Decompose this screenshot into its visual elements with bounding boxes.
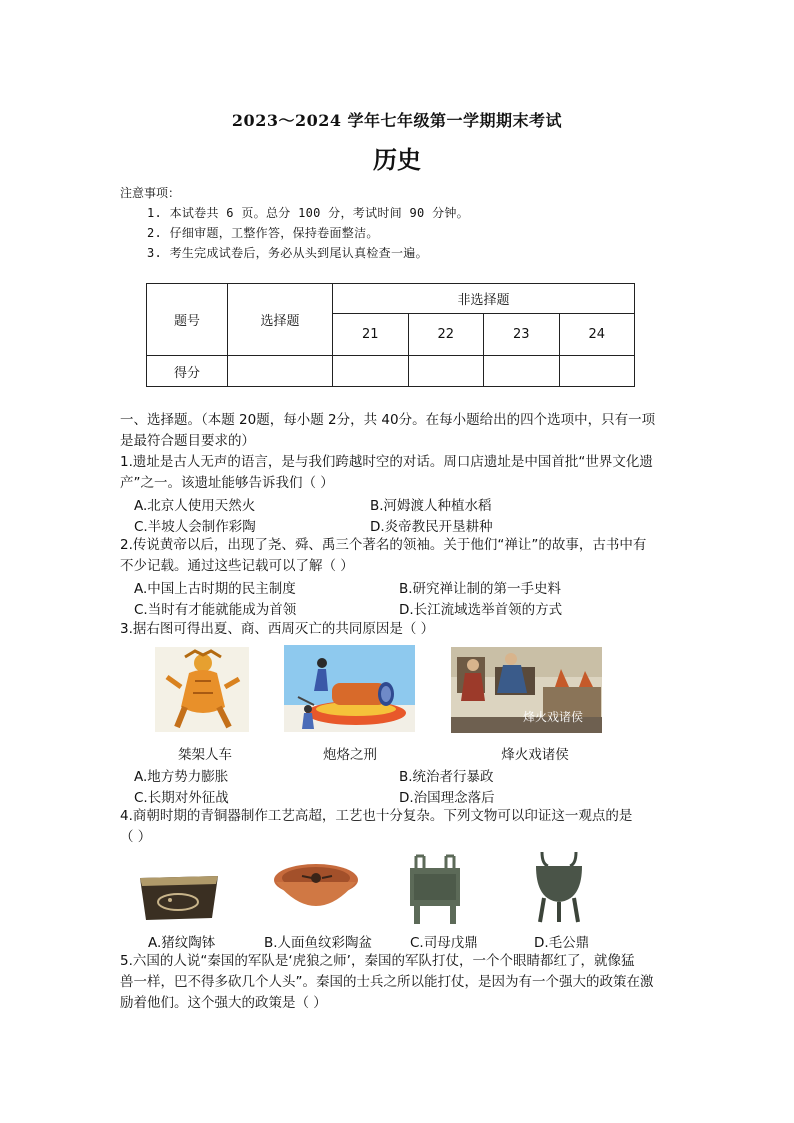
score-table-header-choice: 选择题 [228,284,333,356]
paoluo-punishment-image [284,645,415,732]
question-3-option-d[interactable]: D.治国理念落后 [399,790,495,806]
question-2-option-a[interactable]: A.中国上古时期的民主制度 [134,581,296,597]
notice-item-2: 2. 仔细审题，工整作答，保持卷面整洁。 [147,226,379,240]
question-3-option-b[interactable]: B.统治者行暴政 [399,769,494,785]
question-3-option-c[interactable]: C.长期对外征战 [134,790,229,806]
fish-face-basin-image [272,860,360,920]
beacon-fire-overlay-text: 烽火戏诸侯 [523,710,584,724]
question-5-line2: 兽一样，巴不得多砍几个人头”。秦国的士兵之所以能打仗，是因为有一个强大的政策在激 [120,974,654,990]
pig-pattern-bowl-image [136,868,222,924]
question-4-option-c[interactable]: C.司母戊鼎 [410,935,478,951]
question-4-line2: （ ） [120,829,152,845]
section-heading [120,410,680,452]
notice-heading: 注意事项： [120,186,181,200]
question-4-line1: 4.商朝时期的青铜器制作工艺高超，工艺也十分复杂。下列文物可以印证这一观点的是 [120,808,633,824]
notice-item-3: 3. 考生完成试卷后，务必从头到尾认真检查一遍。 [147,246,428,260]
question-1-option-b[interactable]: B.河姆渡人种植水稻 [370,498,492,514]
section-heading-line2: 是最符合题目要求的） [120,433,255,449]
score-table-q22: 22 [408,314,484,356]
score-table [146,283,635,387]
question-2-option-d[interactable]: D.长江流域选举首领的方式 [399,602,563,618]
question-1-option-a[interactable]: A.北京人使用天然火 [134,498,256,514]
question-1-option-c[interactable]: C.半坡人会制作彩陶 [134,519,256,535]
maogong-ding-image [530,848,588,924]
question-5-line1: 5.六国的人说“秦国的军队是‘虎狼之师’，秦国的军队打仗，一个个眼睛都红了，就像猛 [120,953,635,969]
score-cell-21[interactable] [333,356,409,387]
question-2-option-c[interactable]: C.当时有才能就能成为首领 [134,602,297,618]
score-table-row-score: 得分 [147,356,228,387]
question-1-line1: 1.遗址是古人无声的语言，是与我们跨越时空的对话。周口店遗址是中国首批“世界文化遗 [120,454,653,470]
caption-jie-chariot: 桀架人车 [178,747,232,763]
question-4-option-d[interactable]: D.毛公鼎 [534,935,590,951]
question-2-line2: 不少记载。通过这些记载可以了解（ ） [120,558,354,574]
caption-paoluo: 炮烙之刑 [323,747,377,763]
notice-item-1: 1. 本试卷共 6 页。总分 100 分，考试时间 90 分钟。 [147,206,469,220]
question-4-option-b[interactable]: B.人面鱼纹彩陶盆 [264,935,373,951]
question-1-line2: 产”之一。该遗址能够告诉我们（ ） [120,475,334,491]
question-5-line3: 励着他们。这个强大的政策是（ ） [120,995,327,1011]
caption-beacon-fire: 烽火戏诸侯 [501,747,569,763]
score-table-q24: 24 [559,314,635,356]
score-cell-22[interactable] [408,356,484,387]
question-4-option-a[interactable]: A.猪纹陶钵 [148,935,216,951]
beacon-fire-image [451,647,602,733]
question-2-option-b[interactable]: B.研究禅让制的第一手史料 [399,581,562,597]
exam-title: 2023～2024 学年七年级第一学期期末考试 [231,111,563,130]
question-3-line1: 3.据右图可得出夏、商、西周灭亡的共同原因是（ ） [120,621,435,637]
score-table-q23: 23 [484,314,560,356]
score-cell-24[interactable] [559,356,635,387]
question-3-option-a[interactable]: A.地方势力膨胀 [134,769,229,785]
score-table-q21: 21 [333,314,409,356]
simuwu-ding-image [404,852,466,926]
score-cell-23[interactable] [484,356,560,387]
section-heading-line1: 一、选择题。（本题 20题，每小题 2分，共 40分。在每小题给出的四个选项中，只有一项 [120,412,656,428]
score-table-header-number: 题号 [147,284,228,356]
jie-chariot-image [155,647,249,732]
subject-title: 历史 [373,145,421,174]
question-1-option-d[interactable]: D.炎帝教民开垦耕种 [370,519,493,535]
score-table-header-nonchoice: 非选择题 [333,284,635,314]
question-2-line1: 2.传说黄帝以后，出现了尧、舜、禹三个著名的领袖。关于他们“禅让”的故事，古书中有 [120,537,647,553]
score-cell-choice[interactable] [228,356,333,387]
